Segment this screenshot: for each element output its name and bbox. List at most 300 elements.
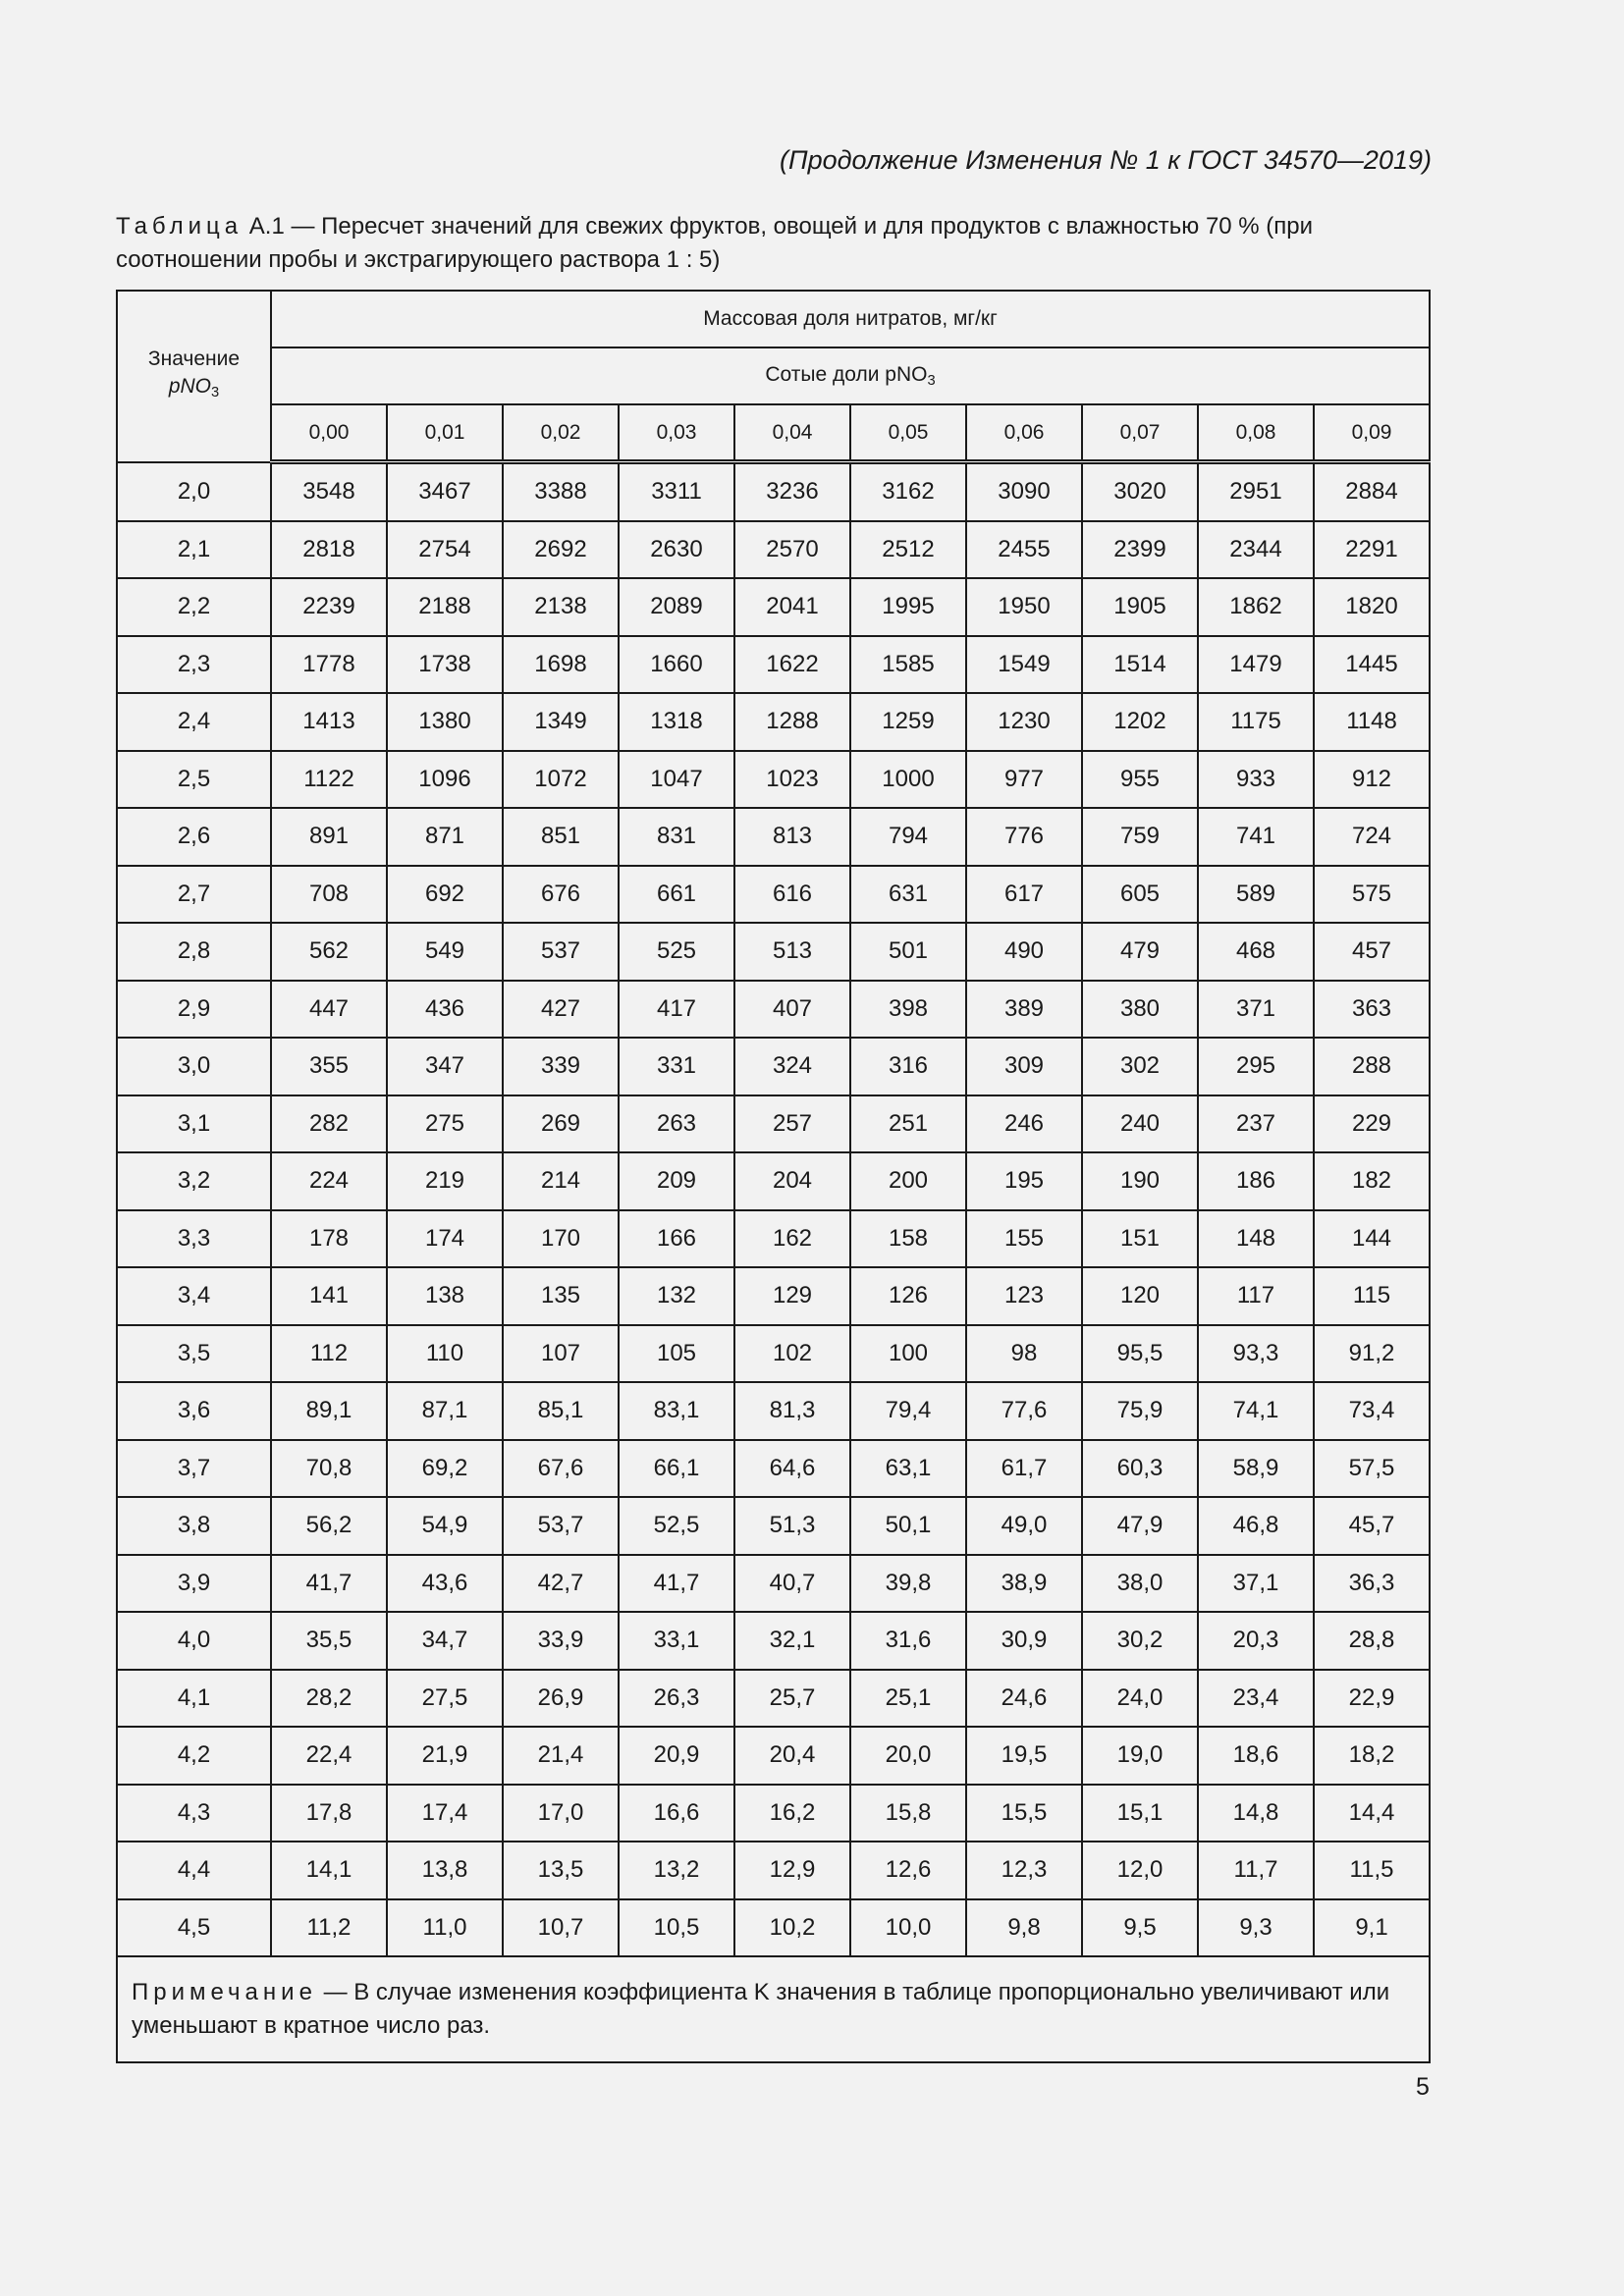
row-label: 4,1 — [117, 1670, 271, 1728]
table-cell: 148 — [1198, 1210, 1314, 1268]
table-cell: 251 — [850, 1095, 966, 1153]
table-cell: 22,9 — [1314, 1670, 1430, 1728]
column-header: 0,02 — [503, 404, 619, 462]
table-cell: 27,5 — [387, 1670, 503, 1728]
table-row — [117, 1440, 1430, 1498]
table-cell: 24,0 — [1082, 1670, 1198, 1728]
table-cell: 17,8 — [271, 1785, 387, 1842]
table-cell: 912 — [1314, 751, 1430, 809]
table-cell: 1000 — [850, 751, 966, 809]
table-cell: 562 — [271, 923, 387, 981]
table-cell: 38,9 — [966, 1555, 1082, 1613]
table-cell: 12,9 — [734, 1842, 850, 1899]
table-cell: 219 — [387, 1152, 503, 1210]
table-cell: 1202 — [1082, 693, 1198, 751]
table-row — [117, 1842, 1430, 1899]
table-cell: 537 — [503, 923, 619, 981]
table-row — [117, 1267, 1430, 1325]
table-cell: 41,7 — [619, 1555, 734, 1613]
table-cell: 447 — [271, 981, 387, 1039]
table-cell: 123 — [966, 1267, 1082, 1325]
table-cell: 20,3 — [1198, 1612, 1314, 1670]
table-cell: 40,7 — [734, 1555, 850, 1613]
table-cell: 389 — [966, 981, 1082, 1039]
table-cell: 1259 — [850, 693, 966, 751]
table-cell: 347 — [387, 1038, 503, 1095]
table-cell: 70,8 — [271, 1440, 387, 1498]
table-cell: 11,2 — [271, 1899, 387, 1957]
table-cell: 263 — [619, 1095, 734, 1153]
table-cell: 141 — [271, 1267, 387, 1325]
table-cell: 2399 — [1082, 521, 1198, 579]
note-text: — В случае изменения коэффициента K значения в таблице пропорционально увеличивают или уменьшают в кратное число раз. — [132, 1979, 1390, 2039]
table-cell: 41,7 — [271, 1555, 387, 1613]
table-cell: 11,7 — [1198, 1842, 1314, 1899]
table-cell: 115 — [1314, 1267, 1430, 1325]
table-cell: 120 — [1082, 1267, 1198, 1325]
table-cell: 427 — [503, 981, 619, 1039]
table-cell: 66,1 — [619, 1440, 734, 1498]
table-row — [117, 1325, 1430, 1383]
row-label: 3,8 — [117, 1497, 271, 1555]
table-cell: 60,3 — [1082, 1440, 1198, 1498]
table-cell: 282 — [271, 1095, 387, 1153]
table-cell: 977 — [966, 751, 1082, 809]
table-cell: 63,1 — [850, 1440, 966, 1498]
table-cell: 457 — [1314, 923, 1430, 981]
table-cell: 26,3 — [619, 1670, 734, 1728]
table-cell: 589 — [1198, 866, 1314, 924]
table-cell: 933 — [1198, 751, 1314, 809]
row-label: 2,6 — [117, 808, 271, 866]
table-cell: 616 — [734, 866, 850, 924]
table-row — [117, 1038, 1430, 1095]
table-cell: 19,5 — [966, 1727, 1082, 1785]
table-row — [117, 1210, 1430, 1268]
table-cell: 10,2 — [734, 1899, 850, 1957]
table-cell: 2630 — [619, 521, 734, 579]
table-cell: 3090 — [966, 462, 1082, 521]
table-cell: 10,7 — [503, 1899, 619, 1957]
table-cell: 13,2 — [619, 1842, 734, 1899]
table-cell: 47,9 — [1082, 1497, 1198, 1555]
table-cell: 19,0 — [1082, 1727, 1198, 1785]
table-row — [117, 1152, 1430, 1210]
note-cell — [117, 1956, 1430, 2062]
table-cell: 32,1 — [734, 1612, 850, 1670]
table-cell: 43,6 — [387, 1555, 503, 1613]
table-cell: 1445 — [1314, 636, 1430, 694]
table-cell: 14,1 — [271, 1842, 387, 1899]
nitrate-table — [116, 290, 1431, 2063]
table-cell: 34,7 — [387, 1612, 503, 1670]
table-cell: 2570 — [734, 521, 850, 579]
table-cell: 631 — [850, 866, 966, 924]
table-cell: 237 — [1198, 1095, 1314, 1153]
table-cell: 501 — [850, 923, 966, 981]
table-cell: 490 — [966, 923, 1082, 981]
table-cell: 21,4 — [503, 1727, 619, 1785]
table-cell: 1622 — [734, 636, 850, 694]
table-cell: 20,4 — [734, 1727, 850, 1785]
table-cell: 417 — [619, 981, 734, 1039]
table-cell: 1738 — [387, 636, 503, 694]
table-cell: 57,5 — [1314, 1440, 1430, 1498]
column-header: 0,07 — [1082, 404, 1198, 462]
table-cell: 54,9 — [387, 1497, 503, 1555]
row-label: 4,5 — [117, 1899, 271, 1957]
table-cell: 1950 — [966, 578, 1082, 636]
table-cell: 69,2 — [387, 1440, 503, 1498]
table-cell: 513 — [734, 923, 850, 981]
row-label: 4,2 — [117, 1727, 271, 1785]
table-cell: 13,8 — [387, 1842, 503, 1899]
column-header: 0,05 — [850, 404, 966, 462]
table-cell: 214 — [503, 1152, 619, 1210]
table-cell: 13,5 — [503, 1842, 619, 1899]
row-header-cell — [117, 291, 271, 462]
page-number: 5 — [1416, 2073, 1430, 2101]
table-cell: 51,3 — [734, 1497, 850, 1555]
table-cell: 61,7 — [966, 1440, 1082, 1498]
table-cell: 1820 — [1314, 578, 1430, 636]
table-cell: 132 — [619, 1267, 734, 1325]
table-cell: 16,6 — [619, 1785, 734, 1842]
group-title: Массовая доля нитратов, мг/кг — [703, 307, 998, 330]
table-cell: 1148 — [1314, 693, 1430, 751]
table-cell: 605 — [1082, 866, 1198, 924]
caption-label: Таблица — [116, 213, 244, 240]
table-cell: 49,0 — [966, 1497, 1082, 1555]
table-cell: 53,7 — [503, 1497, 619, 1555]
column-header: 0,03 — [619, 404, 734, 462]
row-label: 3,7 — [117, 1440, 271, 1498]
row-label: 4,0 — [117, 1612, 271, 1670]
table-cell: 398 — [850, 981, 966, 1039]
table-cell: 18,2 — [1314, 1727, 1430, 1785]
table-cell: 18,6 — [1198, 1727, 1314, 1785]
table-cell: 95,5 — [1082, 1325, 1198, 1383]
table-row — [117, 1727, 1430, 1785]
table-cell: 407 — [734, 981, 850, 1039]
table-cell: 112 — [271, 1325, 387, 1383]
table-cell: 1413 — [271, 693, 387, 751]
table-cell: 10,0 — [850, 1899, 966, 1957]
row-label: 3,4 — [117, 1267, 271, 1325]
column-header: 0,04 — [734, 404, 850, 462]
table-row — [117, 1555, 1430, 1613]
table-row — [117, 636, 1430, 694]
column-header-row — [117, 404, 1430, 462]
table-cell: 525 — [619, 923, 734, 981]
table-cell: 36,3 — [1314, 1555, 1430, 1613]
table-cell: 56,2 — [271, 1497, 387, 1555]
table-cell: 12,6 — [850, 1842, 966, 1899]
table-cell: 776 — [966, 808, 1082, 866]
table-cell: 2291 — [1314, 521, 1430, 579]
row-label: 3,6 — [117, 1382, 271, 1440]
table-cell: 309 — [966, 1038, 1082, 1095]
table-row — [117, 1497, 1430, 1555]
table-cell: 1585 — [850, 636, 966, 694]
table-cell: 2754 — [387, 521, 503, 579]
subgroup-subscript: 3 — [927, 373, 936, 389]
row-label: 2,7 — [117, 866, 271, 924]
document-header: (Продолжение Изменения № 1 к ГОСТ 34570—2019) — [780, 145, 1432, 175]
table-row — [117, 923, 1430, 981]
table-row — [117, 578, 1430, 636]
table-cell: 85,1 — [503, 1382, 619, 1440]
table-cell: 288 — [1314, 1038, 1430, 1095]
table-cell: 144 — [1314, 1210, 1430, 1268]
table-cell: 74,1 — [1198, 1382, 1314, 1440]
table-cell: 151 — [1082, 1210, 1198, 1268]
table-cell: 209 — [619, 1152, 734, 1210]
table-cell: 692 — [387, 866, 503, 924]
row-header-label: Значение — [147, 347, 241, 371]
table-cell: 24,6 — [966, 1670, 1082, 1728]
table-cell: 58,9 — [1198, 1440, 1314, 1498]
table-cell: 2951 — [1198, 462, 1314, 521]
table-cell: 28,2 — [271, 1670, 387, 1728]
table-cell: 1349 — [503, 693, 619, 751]
table-cell: 126 — [850, 1267, 966, 1325]
table-cell: 224 — [271, 1152, 387, 1210]
table-cell: 89,1 — [271, 1382, 387, 1440]
table-cell: 26,9 — [503, 1670, 619, 1728]
table-row — [117, 981, 1430, 1039]
table-cell: 158 — [850, 1210, 966, 1268]
table-cell: 1905 — [1082, 578, 1198, 636]
row-label: 4,3 — [117, 1785, 271, 1842]
table-cell: 1549 — [966, 636, 1082, 694]
table-cell: 9,3 — [1198, 1899, 1314, 1957]
table-cell: 2455 — [966, 521, 1082, 579]
table-cell: 269 — [503, 1095, 619, 1153]
table-cell: 67,6 — [503, 1440, 619, 1498]
table-cell: 9,5 — [1082, 1899, 1198, 1957]
row-header-symbol: pNO — [168, 375, 211, 399]
table-cell: 2344 — [1198, 521, 1314, 579]
row-label: 3,9 — [117, 1555, 271, 1613]
table-cell: 1230 — [966, 693, 1082, 751]
table-cell: 22,4 — [271, 1727, 387, 1785]
table-cell: 2512 — [850, 521, 966, 579]
row-label: 2,0 — [117, 462, 271, 521]
table-cell: 102 — [734, 1325, 850, 1383]
table-row — [117, 462, 1430, 521]
table-cell: 186 — [1198, 1152, 1314, 1210]
table-cell: 110 — [387, 1325, 503, 1383]
table-cell: 436 — [387, 981, 503, 1039]
table-cell: 891 — [271, 808, 387, 866]
table-cell: 77,6 — [966, 1382, 1082, 1440]
table-cell: 105 — [619, 1325, 734, 1383]
table-cell: 371 — [1198, 981, 1314, 1039]
table-cell: 831 — [619, 808, 734, 866]
table-cell: 46,8 — [1198, 1497, 1314, 1555]
table-cell: 1380 — [387, 693, 503, 751]
note-label: Примечание — [132, 1979, 317, 2005]
table-cell: 1479 — [1198, 636, 1314, 694]
table-cell: 28,8 — [1314, 1612, 1430, 1670]
table-cell: 1318 — [619, 693, 734, 751]
table-cell: 50,1 — [850, 1497, 966, 1555]
table-cell: 138 — [387, 1267, 503, 1325]
table-cell: 1023 — [734, 751, 850, 809]
table-row — [117, 693, 1430, 751]
table-cell: 33,9 — [503, 1612, 619, 1670]
table-cell: 14,4 — [1314, 1785, 1430, 1842]
table-cell: 15,8 — [850, 1785, 966, 1842]
table-body — [117, 462, 1430, 1957]
table-row — [117, 808, 1430, 866]
table-cell: 174 — [387, 1210, 503, 1268]
table-cell: 617 — [966, 866, 1082, 924]
subgroup-title-cell — [271, 347, 1430, 404]
table-cell: 246 — [966, 1095, 1082, 1153]
table-cell: 100 — [850, 1325, 966, 1383]
table-cell: 33,1 — [619, 1612, 734, 1670]
group-title-cell — [271, 291, 1430, 347]
table-cell: 2188 — [387, 578, 503, 636]
table-cell: 23,4 — [1198, 1670, 1314, 1728]
table-cell: 1778 — [271, 636, 387, 694]
table-cell: 229 — [1314, 1095, 1430, 1153]
table-cell: 166 — [619, 1210, 734, 1268]
table-cell: 479 — [1082, 923, 1198, 981]
table-row — [117, 1785, 1430, 1842]
table-row — [117, 1382, 1430, 1440]
table-row — [117, 521, 1430, 579]
table-cell: 302 — [1082, 1038, 1198, 1095]
table-cell: 12,3 — [966, 1842, 1082, 1899]
table-row — [117, 751, 1430, 809]
table-cell: 87,1 — [387, 1382, 503, 1440]
table-cell: 759 — [1082, 808, 1198, 866]
table-cell: 3467 — [387, 462, 503, 521]
table-cell: 17,0 — [503, 1785, 619, 1842]
table-cell: 93,3 — [1198, 1325, 1314, 1383]
table-cell: 170 — [503, 1210, 619, 1268]
table-cell: 3162 — [850, 462, 966, 521]
table-cell: 117 — [1198, 1267, 1314, 1325]
table-cell: 11,5 — [1314, 1842, 1430, 1899]
table-cell: 355 — [271, 1038, 387, 1095]
table-cell: 9,8 — [966, 1899, 1082, 1957]
table-cell: 9,1 — [1314, 1899, 1430, 1957]
table-cell: 1096 — [387, 751, 503, 809]
table-cell: 339 — [503, 1038, 619, 1095]
table-cell: 2041 — [734, 578, 850, 636]
table-cell: 30,9 — [966, 1612, 1082, 1670]
table-cell: 75,9 — [1082, 1382, 1198, 1440]
row-label: 4,4 — [117, 1842, 271, 1899]
table-cell: 10,5 — [619, 1899, 734, 1957]
table-cell: 3236 — [734, 462, 850, 521]
column-header: 0,09 — [1314, 404, 1430, 462]
table-cell: 3388 — [503, 462, 619, 521]
row-label: 2,5 — [117, 751, 271, 809]
table-cell: 724 — [1314, 808, 1430, 866]
row-label: 2,9 — [117, 981, 271, 1039]
table-cell: 21,9 — [387, 1727, 503, 1785]
table-cell: 16,2 — [734, 1785, 850, 1842]
table-row — [117, 1670, 1430, 1728]
subgroup-title: Сотые доли pNO — [765, 363, 928, 386]
table-cell: 331 — [619, 1038, 734, 1095]
table-cell: 575 — [1314, 866, 1430, 924]
table-cell: 64,6 — [734, 1440, 850, 1498]
table-cell: 15,1 — [1082, 1785, 1198, 1842]
table-cell: 2818 — [271, 521, 387, 579]
table-cell: 324 — [734, 1038, 850, 1095]
row-label: 3,0 — [117, 1038, 271, 1095]
column-header: 0,08 — [1198, 404, 1314, 462]
row-label: 2,4 — [117, 693, 271, 751]
table-cell: 1047 — [619, 751, 734, 809]
row-label: 3,5 — [117, 1325, 271, 1383]
row-label: 3,2 — [117, 1152, 271, 1210]
table-cell: 1072 — [503, 751, 619, 809]
table-cell: 295 — [1198, 1038, 1314, 1095]
table-cell: 42,7 — [503, 1555, 619, 1613]
row-label: 2,2 — [117, 578, 271, 636]
table-cell: 2239 — [271, 578, 387, 636]
row-label: 3,3 — [117, 1210, 271, 1268]
table-cell: 3548 — [271, 462, 387, 521]
table-cell: 11,0 — [387, 1899, 503, 1957]
table-cell: 2089 — [619, 578, 734, 636]
row-label: 3,1 — [117, 1095, 271, 1153]
table-cell: 2692 — [503, 521, 619, 579]
table-cell: 316 — [850, 1038, 966, 1095]
table-cell: 275 — [387, 1095, 503, 1153]
column-header: 0,00 — [271, 404, 387, 462]
row-label: 2,8 — [117, 923, 271, 981]
table-cell: 851 — [503, 808, 619, 866]
table-cell: 1698 — [503, 636, 619, 694]
table-row — [117, 1899, 1430, 1957]
table-cell: 25,1 — [850, 1670, 966, 1728]
table-cell: 1862 — [1198, 578, 1314, 636]
table-cell: 30,2 — [1082, 1612, 1198, 1670]
table-cell: 676 — [503, 866, 619, 924]
table-cell: 708 — [271, 866, 387, 924]
table-cell: 178 — [271, 1210, 387, 1268]
table-cell: 955 — [1082, 751, 1198, 809]
table-cell: 38,0 — [1082, 1555, 1198, 1613]
table-cell: 549 — [387, 923, 503, 981]
table-cell: 20,0 — [850, 1727, 966, 1785]
column-header: 0,06 — [966, 404, 1082, 462]
table-cell: 1175 — [1198, 693, 1314, 751]
table-cell: 20,9 — [619, 1727, 734, 1785]
table-cell: 79,4 — [850, 1382, 966, 1440]
table-cell: 741 — [1198, 808, 1314, 866]
table-cell: 3311 — [619, 462, 734, 521]
table-cell: 257 — [734, 1095, 850, 1153]
table-cell: 81,3 — [734, 1382, 850, 1440]
table-cell: 1660 — [619, 636, 734, 694]
table-cell: 39,8 — [850, 1555, 966, 1613]
caption-text: А.1 — Пересчет значений для свежих фруктов, овощей и для продуктов с влажностью 70 % (при соотношении пробы и экстрагирующего раствора 1 : 5) — [116, 213, 1314, 273]
table-cell: 52,5 — [619, 1497, 734, 1555]
table-cell: 135 — [503, 1267, 619, 1325]
table-cell: 15,5 — [966, 1785, 1082, 1842]
table-cell: 14,8 — [1198, 1785, 1314, 1842]
table-row — [117, 1612, 1430, 1670]
